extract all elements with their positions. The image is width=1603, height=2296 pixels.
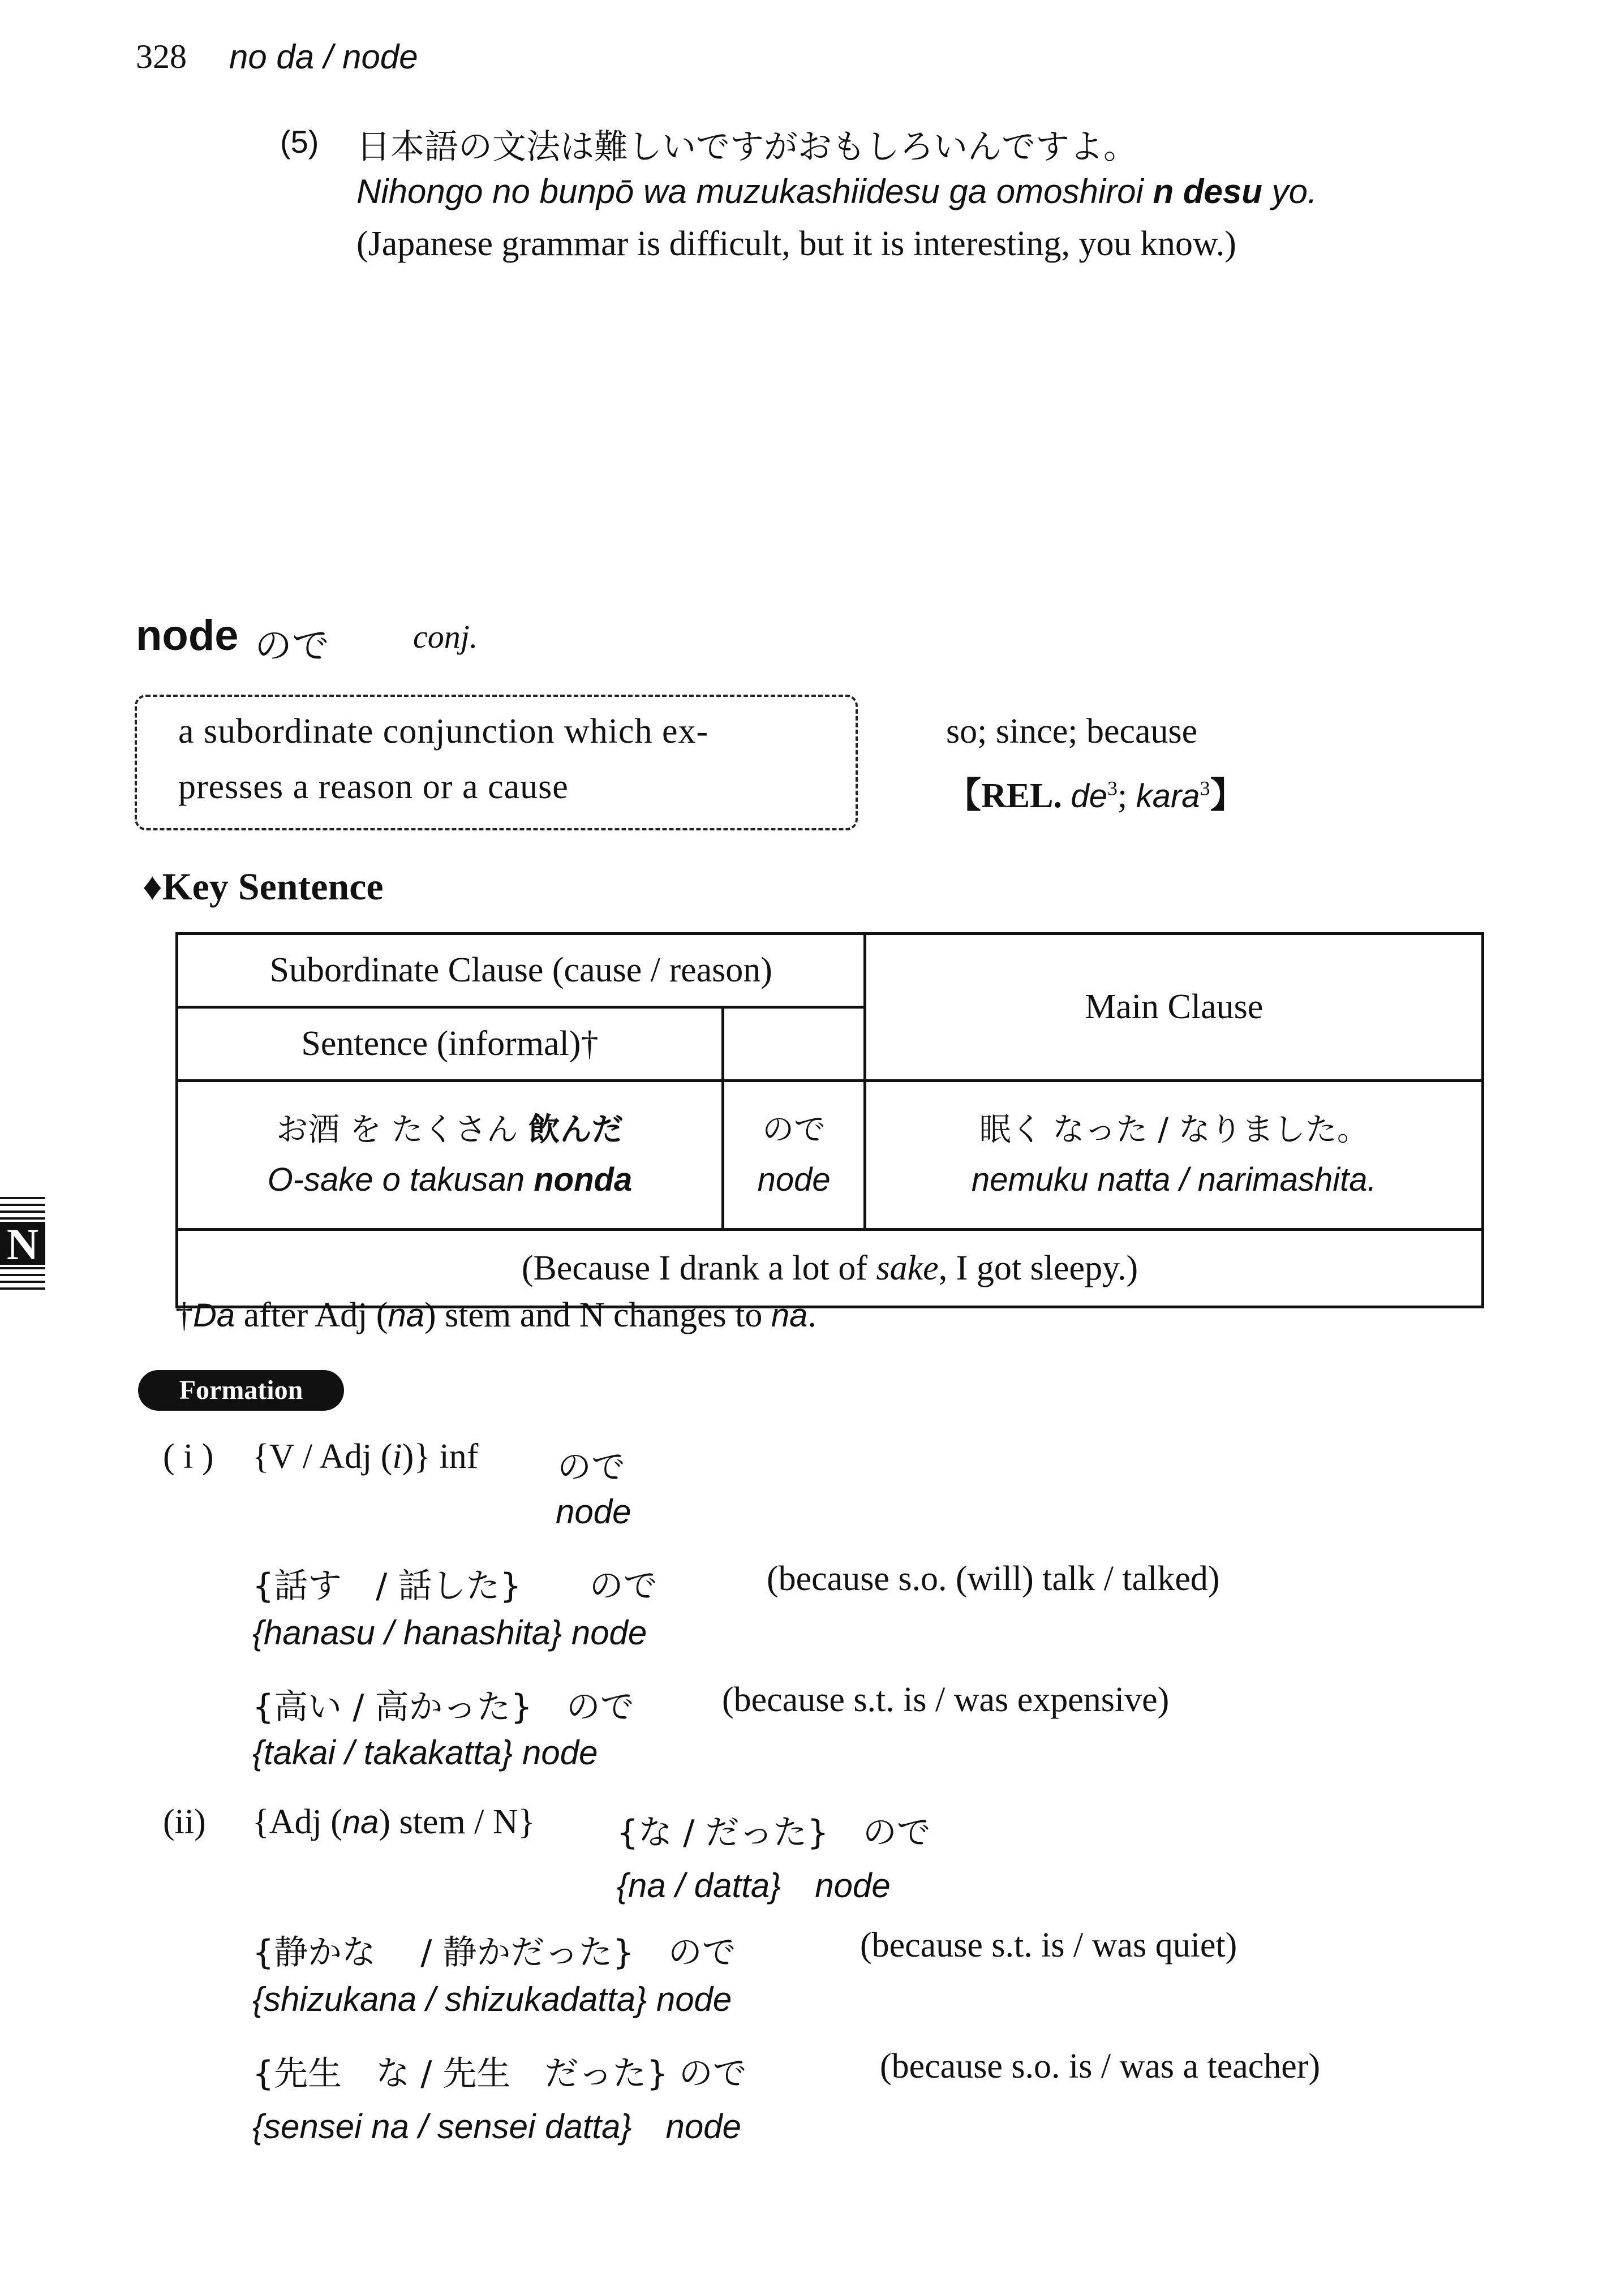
running-header: no da / node: [229, 38, 418, 76]
formation-ii-example-2-jp: {先生 な / 先生 だった} ので: [252, 2054, 747, 2093]
definition-line-1: a subordinate conjunction which ex-: [178, 712, 709, 751]
subordinate-clause-header: Subordinate Clause (cause / reason): [177, 934, 865, 1007]
main-clause-header: Main Clause: [865, 934, 1483, 1081]
example-romaji: Nihongo no bunpō wa muzukashiidesu ga omoshiroi n desu yo.: [356, 173, 1317, 210]
footnote: †Da after Adj (na) stem and N changes to na.: [175, 1296, 816, 1334]
formation-badge: Formation: [138, 1370, 344, 1411]
example-translation: (Japanese grammar is difficult, but it is interesting, you know.): [356, 225, 1236, 263]
conjunction-romaji: node: [757, 1161, 831, 1198]
formation-i-label: ( i ): [163, 1437, 214, 1476]
related-entries: 【REL. $de^3$; kara$^3$】: [946, 777, 1245, 815]
sentence-header: Sentence (informal)†: [177, 1007, 723, 1081]
formation-ii-example-1-meaning: (because s.t. is / was quiet): [860, 1926, 1237, 1965]
formation-ii-example-2-romaji: {sensei na / sensei datta} node: [252, 2108, 741, 2146]
formation-ii-pattern-jp: {な / だった} ので: [617, 1813, 931, 1853]
page-number: 328: [136, 38, 187, 75]
formation-ii-label: (ii): [163, 1803, 206, 1841]
key-sentence-translation: (Because I drank a lot of sake, I got sleepy.): [177, 1230, 1483, 1307]
definition-line-2: presses a reason or a cause: [178, 768, 569, 806]
formation-i-example-2-romaji: {takai / takakatta} node: [252, 1734, 598, 1772]
main-clause-jp: 眠く なった / なりました。: [979, 1112, 1369, 1148]
part-of-speech: conj.: [413, 618, 478, 655]
formation-ii-pattern: {Adj (na) stem / N}: [252, 1803, 535, 1841]
empty-header-cell: [723, 1007, 865, 1081]
formation-ii-example-1-romaji: {shizukana / shizukadatta} node: [252, 1980, 732, 2018]
example-number: (5): [280, 124, 319, 160]
formation-i-example-2-jp: {高い / 高かった} ので: [252, 1687, 634, 1727]
key-sentence-table: [175, 932, 1484, 1308]
example-japanese: 日本語の文法は難しいですがおもしろいんですよ。: [356, 127, 1137, 167]
formation-i-conj-jp: ので: [557, 1448, 625, 1487]
section-letter: N: [6, 1220, 39, 1269]
formation-ii-pattern-romaji: {na / datta} node: [617, 1867, 891, 1905]
entry-title: node: [136, 611, 239, 660]
formation-i-conj-romaji: node: [556, 1493, 631, 1531]
formation-i-example-1-jp: {話す / 話した} ので: [252, 1566, 657, 1606]
cause-sentence-romaji: O-sake o takusan nonda: [267, 1161, 633, 1198]
formation-i-pattern: {V / Adj (i)} inf: [252, 1437, 479, 1476]
conjunction-jp: ので: [762, 1112, 826, 1148]
formation-i-example-2-meaning: (because s.t. is / was expensive): [722, 1681, 1170, 1719]
formation-ii-example-2-meaning: (because s.o. is / was a teacher): [880, 2047, 1321, 2086]
formation-ii-example-1-jp: {静かな / 静かだった} ので: [252, 1933, 736, 1972]
main-clause-cell: [865, 1081, 1483, 1230]
cause-sentence-jp: お酒 を たくさん 飲んだ: [276, 1112, 624, 1148]
conjunction-cell: [723, 1081, 865, 1230]
cause-sentence-cell: [177, 1081, 723, 1230]
formation-i-example-1-romaji: {hanasu / hanashita} node: [252, 1614, 647, 1652]
section-thumb-tab: [0, 1192, 45, 1294]
formation-i-example-1-meaning: (because s.o. (will) talk / talked): [767, 1560, 1220, 1598]
entry-kana: ので: [255, 624, 329, 667]
key-sentence-heading: ♦Key Sentence: [143, 865, 384, 908]
main-clause-romaji: nemuku natta / narimashita.: [971, 1161, 1377, 1198]
english-gloss: so; since; because: [946, 712, 1198, 751]
